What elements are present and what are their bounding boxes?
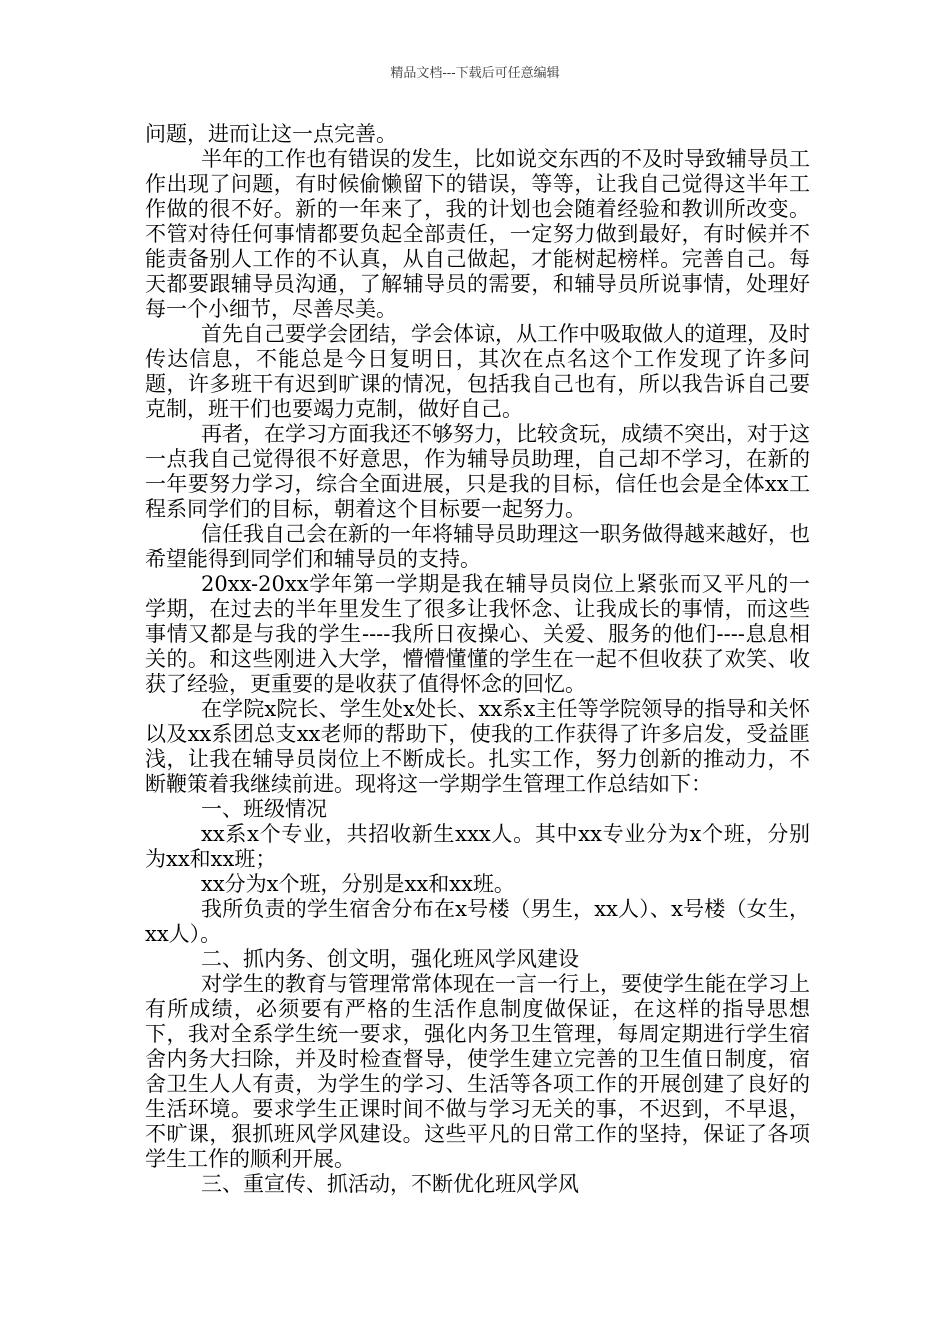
- section-heading-1: 一、班级情况: [201, 797, 327, 821]
- paragraph-10: xx分为x个班，分别是xx和xx班。: [201, 872, 515, 896]
- paragraph-7: 在学院x院长、学生处x处长、xx系x主任等学院领导的指导和关怀以及xx系团总支xx老师的帮助下，使我的工作获得了许多启发，受益匪浅，让我在辅导员岗位上不断成长。扎实工作，努力创新的推动力，不断鞭策着我继续前进。现将这一学期学生管理工作总结如下：: [145, 697, 810, 796]
- section-heading-2: 二、抓内务、创文明，强化班风学风建设: [201, 947, 579, 971]
- paragraph-13: 对学生的教育与管理常常体现在一言一行上，要使学生能在学习上有所成绩，必须要有严格的生活作息制度做保证，在这样的指导思想下，我对全系学生统一要求，强化内务卫生管理，每周定期进行学生宿舍内务大扫除，并及时检查督导，使学生建立完善的卫生值日制度，宿舍卫生人人有责，为学生的学习、生活等各项工作的开展创建了良好的生活环境。要求学生正课时间不做与学习无关的事，不迟到，不早退，不旷课，狠抓班风学风建设。这些平凡的日常工作的坚持，保证了各项学生工作的顺利开展。: [145, 972, 810, 1171]
- document-body: [145, 122, 810, 1197]
- paragraph-4: 再者，在学习方面我还不够努力，比较贪玩，成绩不突出，对于这一点我自己觉得很不好意思，作为辅导员助理，自己却不学习，在新的一年要努力学习，综合全面进展，只是我的目标，信任也会是全体xx工程系同学们的目标，朝着这个目标要一起努力。: [145, 422, 810, 521]
- paragraph-9: xx系x个专业，共招收新生xxx人。其中xx专业分为x个班，分别为xx和xx班；: [145, 822, 810, 871]
- paragraph-1: 问题，进而让这一点完善。: [145, 122, 397, 146]
- paragraph-3: 首先自己要学会团结，学会体谅，从工作中吸取做人的道理，及时传达信息，不能总是今日复明日，其次在点名这个工作发现了许多问题，许多班干有迟到旷课的情况，包括我自己也有，所以我告诉自己要克制，班干们也要竭力克制，做好自己。: [145, 322, 810, 421]
- paragraph-2: 半年的工作也有错误的发生，比如说交东西的不及时导致辅导员工作出现了问题，有时候偷懒留下的错误，等等，让我自己觉得这半年工作做的很不好。新的一年来了，我的计划也会随着经验和教训所改变。不管对待任何事情都要负起全部责任，一定努力做到最好，有时候并不能责备别人工作的不认真，从自己做起，才能树起榜样。完善自己。每天都要跟辅导员沟通，了解辅导员的需要，和辅导员所说事情，处理好每一个小细节，尽善尽美。: [145, 147, 810, 321]
- page-header: 精品文档---下载后可任意编辑: [390, 66, 560, 81]
- paragraph-6: 20xx-20xx学年第一学期是我在辅导员岗位上紧张而又平凡的一学期，在过去的半年里发生了很多让我怀念、让我成长的事情，而这些事情又都是与我的学生----我所日夜操心、关爱、服务的他们----息息相关的。和这些刚进入大学，懵懵懂懂的学生在一起不但收获了欢笑、收获了经验，更重要的是收获了值得怀念的回忆。: [145, 572, 810, 696]
- paragraph-11: 我所负责的学生宿舍分布在x号楼（男生，xx人）、x号楼（女生，xx人）。: [145, 897, 810, 946]
- paragraph-5: 信任我自己会在新的一年将辅导员助理这一职务做得越来越好，也希望能得到同学们和辅导员的支持。: [145, 522, 810, 571]
- section-heading-3: 三、重宣传、抓活动，不断优化班风学风: [201, 1172, 579, 1196]
